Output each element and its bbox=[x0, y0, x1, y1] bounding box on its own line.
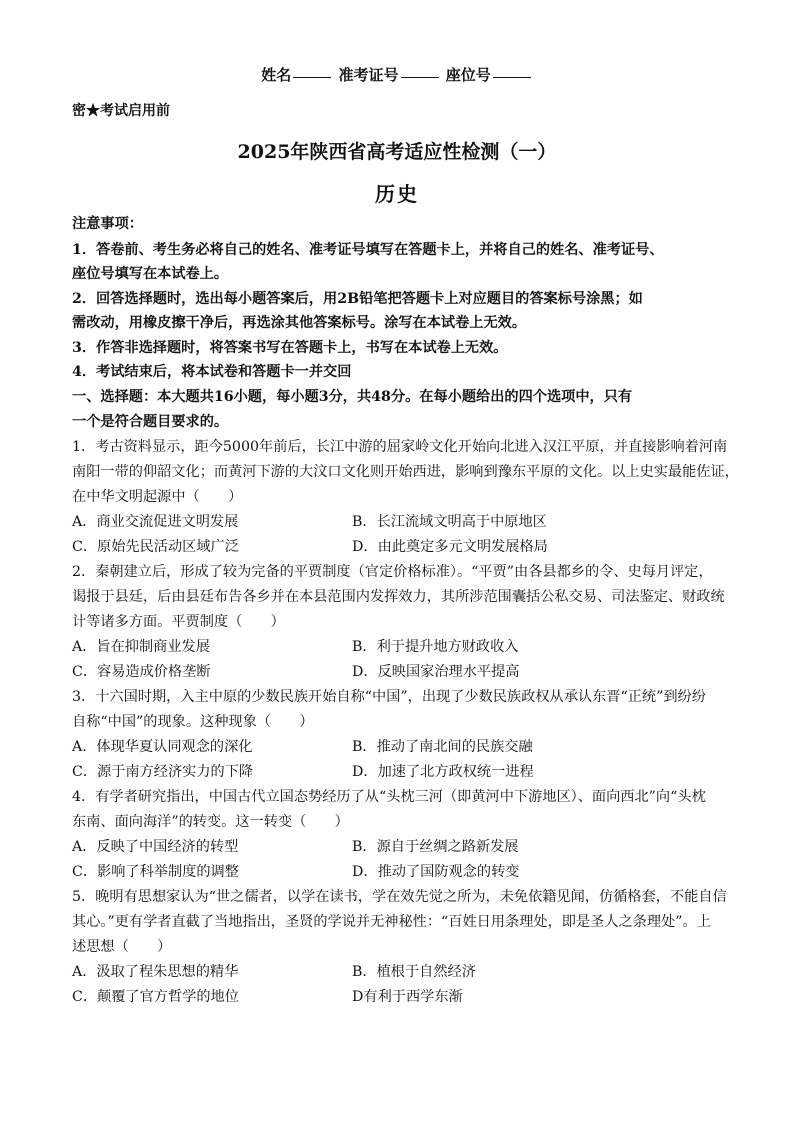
question-5-line-3: 述思想（ ） bbox=[72, 939, 172, 955]
section-1-instructions-line-2: 一个是符合题目要求的。 bbox=[72, 414, 229, 430]
seat-number-blank[interactable] bbox=[493, 77, 531, 78]
exam-number-blank[interactable] bbox=[401, 77, 439, 78]
question-4-line-2: 东南、面向海洋”的转变。这一转变（ ） bbox=[72, 814, 349, 830]
exam-number-label: 准考证号 bbox=[338, 66, 399, 84]
section-1-instructions-line-1: 一、选择题：本大题共16小题，每小题3分，共48分。在每小题给出的四个选项中，只有 bbox=[72, 389, 633, 405]
confidential-note: 密★考试启用前 bbox=[72, 103, 170, 119]
question-2-option-b[interactable]: B．利于提升地方财政收入 bbox=[352, 639, 519, 655]
question-5-option-c[interactable]: C．颠覆了官方哲学的地位 bbox=[72, 989, 239, 1005]
question-4-option-b[interactable]: B．源自于丝绸之路新发展 bbox=[352, 839, 519, 855]
notice-heading: 注意事项： bbox=[72, 216, 143, 232]
question-1-line-3: 在中华文明起源中（ ） bbox=[72, 489, 243, 505]
question-2-line-1: 2．秦朝建立后，形成了较为完备的平贾制度（官定价格标准）。“平贾”由各县都乡的令、史每月评定， bbox=[72, 564, 713, 580]
question-1-line-2: 南阳一带的仰韶文化；而黄河下游的大汶口文化则开始西进，影响到豫东平原的文化。以上史实最能佐证， bbox=[72, 464, 739, 480]
question-5-option-a[interactable]: A．汲取了程朱思想的精华 bbox=[72, 964, 239, 980]
name-blank[interactable] bbox=[293, 77, 331, 78]
notice-item-2-line-1: 2．回答选择题时，选出每小题答案后，用2B铅笔把答题卡上对应题目的答案标号涂黑；如 bbox=[72, 291, 643, 307]
question-3-option-d[interactable]: D．加速了北方政权统一进程 bbox=[352, 764, 534, 780]
subject-title: 历史 bbox=[375, 182, 419, 206]
question-2-option-a[interactable]: A．旨在抑制商业发展 bbox=[72, 639, 210, 655]
question-5-line-2: 其心。”更有学者直截了当地指出，圣贤的学说并无神秘性：“百姓日用条理处，即是圣人之条理处”。上 bbox=[72, 914, 711, 930]
exam-title: 2025年陕西省高考适应性检测（一） bbox=[237, 141, 557, 163]
question-3-option-a[interactable]: A．体现华夏认同观念的深化 bbox=[72, 739, 253, 755]
question-3-line-2: 自称“中国”的现象。这种现象（ ） bbox=[72, 714, 314, 730]
question-2-option-c[interactable]: C．容易造成价格垄断 bbox=[72, 664, 211, 680]
candidate-info-fields bbox=[0, 64, 794, 85]
question-2-option-d[interactable]: D．反映国家治理水平提高 bbox=[352, 664, 520, 680]
question-5-option-d[interactable]: D有利于西学东渐 bbox=[352, 989, 463, 1005]
question-4-option-d[interactable]: D．推动了国防观念的转变 bbox=[352, 864, 520, 880]
question-3-option-c[interactable]: C．源于南方经济实力的下降 bbox=[72, 764, 254, 780]
question-5-option-b[interactable]: B．植根于自然经济 bbox=[352, 964, 476, 980]
question-1-option-b[interactable]: B．长江流域文明高于中原地区 bbox=[352, 514, 547, 530]
notice-item-1-line-2: 座位号填写在本试卷上。 bbox=[72, 266, 229, 282]
question-4-line-1: 4．有学者研究指出，中国古代立国态势经历了从“头枕三河（即黄河中下游地区）、面向西北”向“头枕 bbox=[72, 789, 706, 805]
notice-item-4: 4．考试结束后，将本试卷和答题卡一并交回 bbox=[72, 364, 352, 380]
seat-number-label: 座位号 bbox=[445, 66, 491, 84]
question-1-option-a[interactable]: A．商业交流促进文明发展 bbox=[72, 514, 239, 530]
question-1-option-c[interactable]: C．原始先民活动区域广泛 bbox=[72, 539, 239, 555]
question-5-line-1: 5．晚明有思想家认为“世之儒者，以学在读书，学在效先觉之所为，未免依籍见闻，仿循格套，不能自信 bbox=[72, 889, 727, 905]
name-label: 姓名 bbox=[261, 66, 292, 84]
question-4-option-a[interactable]: A．反映了中国经济的转型 bbox=[72, 839, 239, 855]
question-1-option-d[interactable]: D．由此奠定多元文明发展格局 bbox=[352, 539, 548, 555]
question-3-option-b[interactable]: B．推动了南北间的民族交融 bbox=[352, 739, 533, 755]
notice-item-1-line-1: 1．答卷前、考生务必将自己的姓名、准考证号填写在答题卡上，并将自己的姓名、准考证号、 bbox=[72, 242, 664, 258]
question-2-line-2: 谒报于县廷，后由县廷布告各乡并在本县范围内发挥效力，其所涉范围囊括公私交易、司法鉴定、财政统 bbox=[72, 589, 725, 605]
question-2-line-3: 计等诸多方面。平贾制度（ ） bbox=[72, 614, 285, 630]
notice-item-3: 3．作答非选择题时，将答案书写在答题卡上，书写在本试卷上无效。 bbox=[72, 340, 508, 356]
notice-item-2-line-2: 需改动，用橡皮擦干净后，再选涂其他答案标号。涂写在本试卷上无效。 bbox=[72, 315, 527, 331]
question-1-line-1: 1．考古资料显示，距今5000年前后，长江中游的屈家岭文化开始向北进入汉江平原，并直接影响着河南 bbox=[72, 439, 728, 455]
question-3-line-1: 3．十六国时期，入主中原的少数民族开始自称“中国”，出现了少数民族政权从承认东晋“正统”到纷纷 bbox=[72, 689, 706, 705]
question-4-option-c[interactable]: C．影响了科举制度的调整 bbox=[72, 864, 239, 880]
